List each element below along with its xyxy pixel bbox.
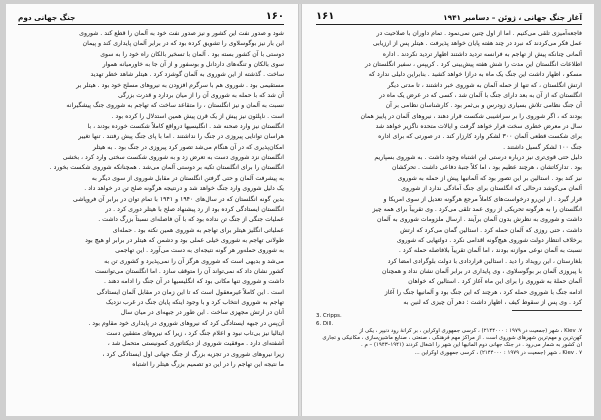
footnote: ۷. Kiev ، شهر (جمعیت در ۱۹۷۹ : ۲۱۴۴۰۰۰) ، کرسی جمهوری اوکراین ، بر کرانهٔ رود دنیپر ، یکی از bbox=[359, 327, 582, 334]
footnotes bbox=[316, 313, 582, 357]
text-line: شود و صدور نفت این کشور و نیز صدور نفت خود به آلمان را قطع کند . شوروی bbox=[79, 30, 284, 37]
text-line: عمل فکر می‌کردند که نبرد در چند هفته پایان خواهد پذیرفت . هیتلر پس از ارزیابی bbox=[372, 40, 582, 48]
text-line: به شوروی حمله‌ور هر گونه نتیجه‌ای به دست می‌آورد . این تهاجمی bbox=[115, 247, 284, 255]
text-line: آنان در ارتش مجهزی ساخت . این طور در جبهه‌ای در میان سال bbox=[120, 309, 284, 317]
text-line: نیز کند بود . استالین بر این تصور بود که آلمانیها پیش از حمله به شوروی bbox=[397, 174, 582, 182]
text-line: انگلستان را به هرگونه تحریکی از روی عمد تلقی می‌کرد . وی تقریباً برای همه چیز bbox=[372, 205, 582, 213]
text-line: طولانی تهاجم به شوروی خیلی عملی بود و دشمن که هیتلر در برابر او هیچ بود bbox=[85, 236, 284, 244]
text-line: برای شکست قطعی آلمان ۳۰۰ لشکر وارد کارزار کند . در صورتی که برای اداره bbox=[378, 133, 582, 141]
text-line: بود . تدارکاتشان ، هرچند عظیم بود ، اما کلاً جنبهٔ دفاعی داشت . تحرکشان bbox=[392, 164, 582, 172]
page-number-160: ۱۶۰ bbox=[265, 11, 284, 22]
text-line: انگلستان نزد شوروی دست به تعرض زد و به شوروی شکست سختی وارد کرد ، بخشی bbox=[62, 154, 284, 162]
text-line: بدین گونه انگلستان که در سال‌های ۱۹۴۰ و ۱۹۴۱ با تمام توان در برابر آن فروپاشی bbox=[72, 195, 284, 203]
text-line: این بار نیز بوگوسلاوی را تشویق کرده بود که در برابر آلمان پایداری کند و پیمان bbox=[82, 40, 284, 48]
text-line: انگلستان که از آن به بعد دارای جنگ با آلمان شد ، کسی که در عرض یک ماه در bbox=[379, 92, 582, 100]
text-line: برخلاف انتظار دولت شوروی هیچ‌گونه اقدامی نکرد . دولتهایی که شوروی bbox=[396, 236, 582, 244]
text-line: تهاجم به شوروی انتخاب کرد و با وجود اینکه پایان جنگ در غرب نزدیک bbox=[105, 298, 284, 306]
footnote: آن کشور به شمار می‌رود . در جنگ جهانی دوم آلمانیها این شهر را اشغال کردند (۱۹۴۱–۱۹۴۳) – م . bbox=[361, 342, 582, 349]
text-line: ارتش انگلستان ، که تنها از حمله آلمان به شوروی خبر داشتند ، تا مدتی دیگر bbox=[387, 81, 582, 89]
text-line: کشور نشان داد که نمی‌تواند آن را متوقف سازد . اما انگلستان می‌توانست bbox=[94, 267, 284, 275]
footnote: کهن‌ترین و مهم‌ترین شهرهای شوروی است . از مراکز مهم فرهنگی ، صنعتی ، صنایع ماشین‌سازی ، مکانیکی و تجاری bbox=[322, 335, 582, 342]
left-page bbox=[6, 4, 298, 416]
text-line: داشت و شوروی به نظرش بدون آلمان برآیند . ارسال ملزومات شوروی به آلمان bbox=[377, 216, 582, 224]
text-line: انگلستان را برای انگلستان تکیه بر دوستی آلمان می‌شد . همچنانکه شوروی شکست بخورد . bbox=[49, 164, 284, 172]
left-page-body bbox=[18, 29, 284, 370]
text-line: داشت و شوروی تنها مکانی بود که انگلیسیها در آن جنگ را ادامه دهند . bbox=[104, 278, 284, 286]
text-line: به پیشرفت آلمان و حتی گرفتن انگلستان در مقابل شوروی از سوی دیگر به bbox=[91, 174, 284, 182]
text-line: هراسان توانایی پیروزی در جنگ را نداشتند . اما با پای جنگ پیش رفتند . تنها تغییر bbox=[78, 133, 284, 141]
text-line: انگلستان ایستادگی کرده بود از رد پیشنهاد صلح با هیتلر دوری کرد . در bbox=[105, 205, 284, 213]
text-line: آن‌پس در جبهه ایستادگی کرد که نیروهای شوروی در پایداری خود مقاوم بود . bbox=[88, 319, 284, 327]
text-line: می‌شد و بدیهی است که شوروی هرگز آن را نمی‌پذیرد و کشوری تن به bbox=[104, 257, 284, 265]
text-line: است . ناپلئون نیز پیش از یک قرن پیش همین استدلال را کرده بود . bbox=[111, 112, 284, 120]
right-page-body bbox=[316, 29, 582, 308]
text-line: جنگ ۱۰۰ لشکر گسیل داشتند . bbox=[503, 143, 582, 151]
text-line: آلمان حملهٔ به شوروی را برای این ماه آغاز کرد . استالین که خواهان bbox=[408, 278, 582, 286]
book-spread bbox=[6, 4, 594, 416]
footnote: Kiev . ۷ ، شهر (جمعیت در ۱۹۷۹ : ۲۱۴۴۰۰۰) ، کرسی جمهوری اوکراین ... bbox=[414, 349, 582, 356]
text-line: نسبت به آلمان و نیز انگلستان ، را متقاعد ساخت که تهاجم به شوروی جنگ پیشگیرانه bbox=[66, 102, 284, 110]
text-line: بودند که ، اگر شوروی را بر سراشیبی شکست قرار دهند ، نیروهای آلمان در پاییز همان bbox=[360, 112, 582, 120]
text-line: اطلاعات انگلستان این مدت را شش هفته پیش‌بینی کرد . کریپس ، سفیر انگلستان در bbox=[365, 61, 582, 69]
text-line: آن جنگ نظامی تلاش بسیاری زودرس و بی‌ثمر بود . کارشناسان نظامی بر آن bbox=[385, 102, 582, 110]
text-line: دوستی با آن کشور بسته بود . آلمان با تسخیر بالکان راه خود را به سوی bbox=[100, 50, 284, 58]
text-line: عملیاتی انگلیز هیتلر برای تهاجم به شوروی همین نکته بود . حمله‌ای bbox=[112, 226, 284, 234]
text-line: زیرا نیروهای شوروی در تجزیه بزرگ از جنگ جهانی اول ایستادگی کرد ، bbox=[102, 350, 284, 358]
text-line: ادامه جنگ با شوروی حمله کرد ، هرچند که این جنگ بود و آلمانیها جنگ را آغاز bbox=[384, 288, 582, 296]
left-page-header bbox=[18, 10, 284, 25]
text-line: بلغارستان ، این رویداد را دید . استالین قراردادی با دولت بلوگرادی امضا کرد bbox=[387, 257, 582, 265]
text-line: عملیات جنگی از جنگ تن نداده بود که با آن فاصله‌ای نسبتاً بزرگ داشت . bbox=[98, 216, 284, 224]
text-line: ایتالیا نیز بی‌تاب نبود و اعلام جنگ کرد ، زیرا که نیروهای متفقین دست bbox=[106, 329, 284, 337]
text-line: است . این کاملاً غیرمعقول است که تا این زمان در مقابل آلمان ایستادگی bbox=[96, 288, 284, 296]
text-line: امکان‌پذیری که در آن هنگام می‌شد تصور کرد پیروزی در جنگ بود . به هیتلر bbox=[92, 143, 284, 151]
footnote-rule bbox=[512, 310, 582, 311]
text-line: مستقیمی بود . شوروی هم با سرگرم افزودن به نیروهای مسلح خود بود . هیتلر بر bbox=[76, 81, 284, 89]
right-page-header bbox=[316, 10, 582, 25]
text-line: سوی بالکان و تنگه‌های داردانل و بوسفور و از آن جا به خاورمیانه هموار bbox=[102, 61, 284, 69]
text-line: داشت ، حتی روزی که آلمان حمله کرد . استالین گمان می‌کرد که ارتش bbox=[400, 226, 582, 234]
text-line: آلمانی چنانکه پیش از تهاجم به فرانسه تردید داشتند اظهار تردید نکردند . اداره bbox=[382, 50, 582, 58]
text-line: ساخت . گذشته از این شوروی به آلمان گوشزد کرد . هیتلر شاهد خطر تهدید bbox=[90, 71, 284, 79]
footnote: 6. Dill. bbox=[316, 320, 334, 327]
text-line: نسبت به آلمان نوعی موازنه بودند ، اما آلمان تقریباً بلافاصله حمله کرد . bbox=[398, 247, 582, 255]
text-line: کرد . وی پس از سقوط کیف ، اظهار داشت : دهر آن چیزی که لنین به bbox=[403, 298, 582, 306]
text-line: فاجعه‌آمیزی تلقی می‌کنیم . اما از اول چنین نمی‌نمود . تمام داوران با صلاحیت در bbox=[376, 30, 582, 37]
text-line: آلمان می‌کوشد درحالی که انگلستان برای جنگ آمادگی ندارد از شوروی bbox=[401, 185, 582, 193]
text-line: قرار گیرد . از این‌رو درخواست‌های کاملاً مرجع هرگونه تعدیل از سوی امریکا و bbox=[383, 195, 582, 203]
right-page bbox=[302, 4, 594, 416]
running-title-left: جنگ جهانی دوم bbox=[18, 13, 76, 22]
text-line: یک دلیل شوروی وارد جنگ خواهد شد و درنتیجه هرگونه صلح تن در خواهد داد . bbox=[84, 185, 284, 193]
text-line: انگلستان نیز وارد صحنه شد . انگلیسیها درواقع کاملاً شکست خورده بودند ، با bbox=[87, 123, 284, 131]
page-number-161: ۱۶۱ bbox=[316, 11, 335, 22]
running-title-right: آغاز جنگ جهانی ، ژوئن – دسامبر ۱۹۴۱ bbox=[443, 13, 582, 22]
text-line: آشفته‌ای دارد . موفقیت شوروی از دیکتاتوری کمونیستی متحمل شد ، bbox=[107, 340, 284, 348]
text-line: دلیل حتی قوی‌تری نیز درباره درستی این اشتباه وجود داشت . به شوروی بسپاریم bbox=[374, 154, 582, 162]
text-line: ما نتیجه این تهاجم را در این دو تصمیم بزرگ هیتلر را اشتباه bbox=[132, 361, 284, 368]
text-line: آن شد که با حمله به شوروی آن را از میان بردارد و قدرت بزرگی bbox=[118, 92, 284, 100]
footnote: 3. Cripps. bbox=[316, 313, 342, 320]
text-line: با پیروزی آلمان بر بوگوسلاوی ، وی پایداری در برابر آلمان نشان نداد و همچنان bbox=[381, 267, 582, 275]
text-line: سال در معرض خطری سخت قرار خواهد گرفت و ایالات متحده ناگزیر خواهد شد bbox=[375, 123, 582, 131]
text-line: مسکو ، اظهار داشت این جنگ یک ماه به درازا خواهد کشید . بنابراین دلیلی ندارد که bbox=[368, 71, 582, 79]
